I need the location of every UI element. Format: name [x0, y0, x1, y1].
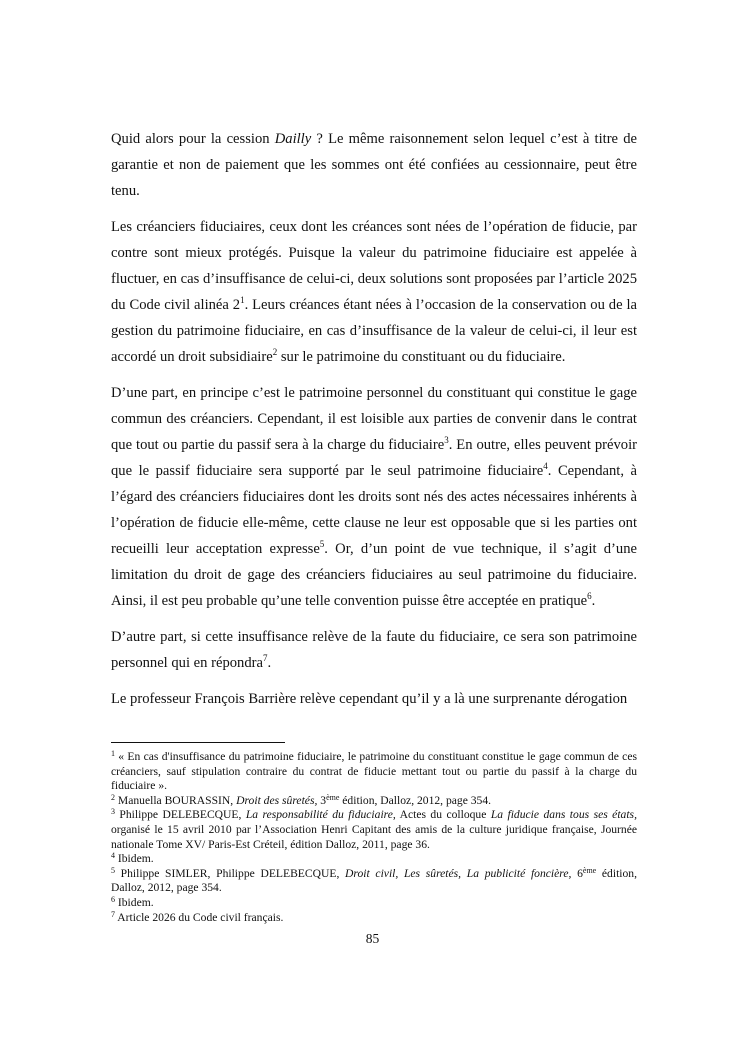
text-run: Quid alors pour la cession [111, 131, 275, 147]
text-run: . Or, d’un point de vue technique, il s’agit d’une limitation du droit de gage des créanciers fiduciaires au seul patrimoine du fiduciaire. Ainsi, il est peu probable qu’une telle convention puisse être acceptée en pratique [111, 541, 637, 609]
superscript: 4 [111, 851, 115, 861]
text-run: « En cas d'insuffisance du patrimoine fiduciaire, le patrimoine du constituant constitue le gage commun de ces créanciers, sauf stipulation contraire du contrat de fiducie mettant tout ou partie du passif à la charge du fiduciaire ». [111, 750, 637, 793]
superscript: 2 [272, 347, 278, 357]
superscript: ème [326, 792, 340, 802]
paragraph [111, 686, 637, 712]
italic-text: Dailly [274, 131, 312, 147]
body-text [111, 126, 637, 722]
text-run: Ibidem. [115, 895, 154, 909]
italic-text: Droit civil, Les sûretés, La publicité foncière, [345, 866, 572, 880]
superscript: 6 [587, 591, 592, 601]
superscript: 4 [543, 461, 548, 471]
italic-text: La responsabilité du fiduciaire, [245, 808, 396, 822]
superscript: 7 [262, 653, 268, 663]
text-run: D’une part, en principe c’est le patrimoine personnel du constituant qui constitue le gage commun des créanciers. Cependant, il est loisible aux parties de convenir dans le contrat que tout ou partie du passif sera à la charge du fiduciaire [111, 385, 637, 453]
text-run: Article 2026 du Code civil français. [115, 910, 284, 924]
text-run: . En outre, elles peuvent prévoir que le passif fiduciaire sera supporté par le seul patrimoine fiduciaire [111, 437, 637, 479]
text-run: Philippe SIMLER, Philippe DELEBECQUE, [115, 866, 346, 880]
text-run: . [591, 593, 596, 609]
italic-text: La fiducie dans tous ses états, [490, 808, 637, 822]
footnote [111, 867, 637, 896]
footnote [111, 750, 637, 794]
text-run: . [267, 655, 272, 671]
text-run: sur le patrimoine du constituant ou du fiduciaire. [277, 349, 566, 365]
superscript: 5 [111, 865, 115, 875]
footnote [111, 852, 637, 867]
text-run: édition, Dalloz, 2012, page 354. [339, 793, 492, 807]
text-run: organisé le 15 avril 2010 par l’Association Henri Capitant des amis de la culture juridique française, Journée nationale Tome XV/ Paris-Est Créteil, édition Dalloz, 2011, page 36. [111, 822, 637, 851]
text-run: . Leurs créances étant nées à l’occasion de la conservation ou de la gestion du patrimoine fiduciaire, en cas d’insuffisance de la valeur de celui-ci, il leur est accordé un droit subsidiaire [111, 297, 637, 365]
footnotes [111, 750, 637, 925]
text-run: ? Le même raisonnement selon lequel c’est à titre de garantie et non de paiement que les sommes ont été confiées au cessionnaire, peut être tenu. [111, 131, 637, 199]
paragraph [111, 126, 637, 204]
superscript: 3 [444, 435, 449, 445]
superscript: 3 [111, 807, 115, 817]
text-run: Philippe DELEBECQUE, [115, 808, 246, 822]
text-run: Ibidem. [115, 852, 154, 866]
superscript: 7 [111, 909, 115, 919]
footnote [111, 794, 637, 809]
superscript: ème [582, 865, 597, 875]
text-run: Les créanciers fiduciaires, ceux dont les créances sont nées de l’opération de fiducie, par contre sont mieux protégés. Puisque la valeur du patrimoine fiduciaire est appelée à fluctuer, en cas d’insuffisance de celui-ci, deux solutions sont proposées par l’article 2025 du Code civil alinéa 2 [111, 219, 637, 313]
text-run: édition, Dalloz, 2012, page 354. [111, 866, 638, 895]
text-run: 6 [571, 866, 583, 880]
text-run: Manuella BOURASSIN, [115, 793, 237, 807]
text-run: Actes du colloque [395, 808, 491, 822]
superscript: 2 [111, 792, 115, 802]
paragraph [111, 624, 637, 676]
superscript: 6 [111, 894, 115, 904]
italic-text: Droit des sûretés, [236, 793, 318, 807]
superscript: 1 [111, 749, 115, 758]
page-number: 85 [365, 931, 380, 946]
paragraph [111, 380, 637, 614]
text-run: Le professeur François Barrière relève cependant qu’il y a là une surprenante dérogation [111, 691, 628, 707]
text-run: 3 [317, 793, 327, 807]
paragraph [111, 214, 637, 370]
footnote [111, 911, 637, 926]
footnote-separator [111, 742, 285, 743]
text-run: D’autre part, si cette insuffisance relève de la faute du fiduciaire, ce sera son patrimoine personnel qui en répondra [111, 629, 637, 671]
footnote [111, 896, 637, 911]
superscript: 5 [319, 539, 325, 549]
superscript: 1 [240, 295, 245, 305]
text-run: . Cependant, à l’égard des créanciers fiduciaires dont les droits sont nés des actes nécessaires inhérents à l’opération de fiducie elle-même, cette clause ne leur est opposable que si les parties ont recueilli leur acceptation expresse [111, 463, 637, 557]
footnote [111, 808, 637, 852]
